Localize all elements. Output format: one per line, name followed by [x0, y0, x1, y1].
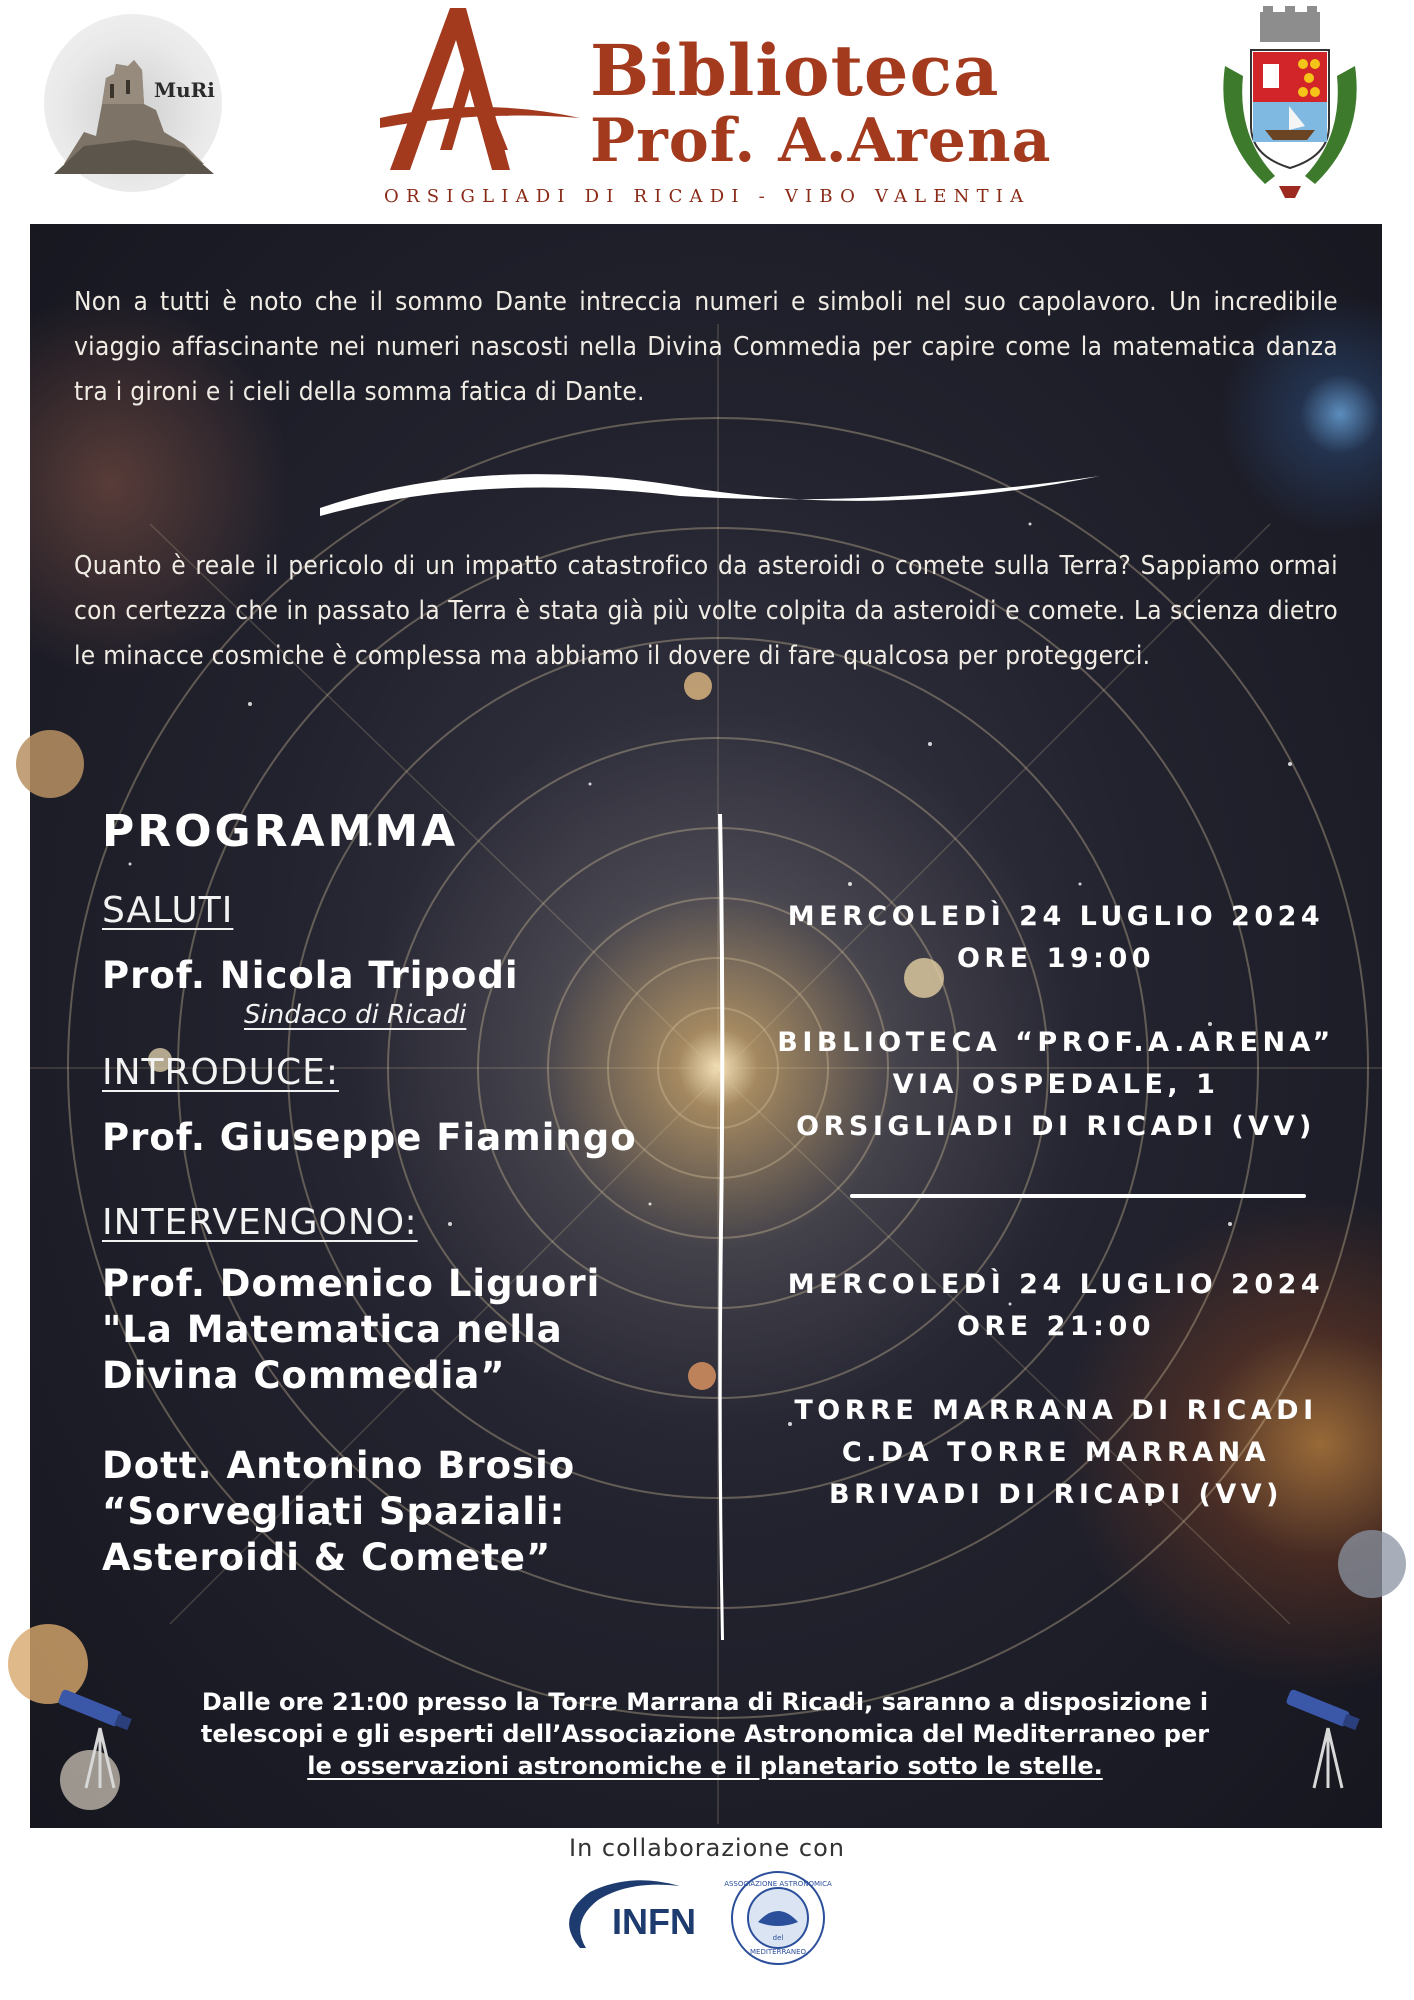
decorative-swoosh: [320, 464, 1100, 524]
infn-logo-icon: [560, 1878, 720, 1958]
event1-venue-line3: ORSIGLIADI DI RICADI (VV): [796, 1111, 1316, 1142]
observation-note: [140, 1686, 1270, 1782]
muri-logo-text: MuRi: [154, 78, 215, 102]
poster-header: [0, 0, 1414, 225]
observation-note-line3: le osservazioni astronomiche e il planetario sotto le stelle.: [307, 1752, 1103, 1780]
observation-note-line2: telescopi e gli esperti dell’Associazione Astronomica del Mediterraneo per: [200, 1720, 1210, 1748]
speaker2-talk-line2: Asteroidi & Comete”: [102, 1536, 552, 1579]
astronomical-association-logo: [724, 1870, 832, 1966]
intro-paragraph-dante: Non a tutti è noto che il sommo Dante intreccia numeri e simboli nel suo capolavoro. Un incredibile viaggio affascinante nei numeri nascosti nella Divina Commedia per capire come la matematica danza tra i gironi e i cieli della somma fatica di Dante.: [74, 287, 1338, 407]
castle-ruin-icon: [44, 14, 222, 192]
collaboration-label: In collaborazione con: [569, 1834, 845, 1862]
library-aa-monogram-icon: [380, 0, 580, 180]
telescope-icon: [54, 1692, 144, 1792]
event1-date: MERCOLEDÌ 24 LUGLIO 2024: [787, 901, 1325, 932]
event1-venue-line2: VIA OSPEDALE, 1: [892, 1069, 1220, 1100]
muri-logo: [44, 14, 222, 192]
astronomical-association-seal-icon: [724, 1870, 832, 1966]
observation-note-line1: Dalle ore 21:00 presso la Torre Marrana di Ricadi, saranno a disposizione i: [201, 1688, 1209, 1716]
event2-venue-line3: BRIVADI DI RICADI (VV): [829, 1479, 1283, 1510]
library-location: ORSIGLIADI DI RICADI - VIBO VALENTIA: [384, 186, 1031, 207]
programma-title: PROGRAMMA: [102, 806, 459, 857]
intro-paragraph-asteroids: Quanto è reale il pericolo di un impatto catastrofico da asteroidi o comete sulla Terra? Sappiamo ormai con certezza che in passato la Terra è stata già più volte colpita da asteroidi e comete. La scienza dietro le minacce cosmiche è complessa ma abbiamo il dovere di fare qualcosa per proteggerci.: [74, 551, 1338, 671]
event2-time: ORE 21:00: [956, 1311, 1156, 1342]
event1-venue-line1: BIBLIOTECA “PROF.A.ARENA”: [777, 1027, 1335, 1058]
library-title-line2: Prof. A.Arena: [590, 106, 1052, 176]
saluti-role: Sindaco di Ricadi: [244, 1000, 467, 1030]
event2-date: MERCOLEDÌ 24 LUGLIO 2024: [787, 1269, 1325, 1300]
saluti-label: SALUTI: [102, 890, 234, 931]
aam-logo-top-text: ASSOCIAZIONE ASTRONOMICA: [724, 1880, 832, 1888]
speaker1-name: Prof. Domenico Liguori: [102, 1262, 601, 1305]
introduce-label: INTRODUCE:: [102, 1052, 339, 1093]
infn-logo: [560, 1878, 720, 1958]
events-separator: [850, 1194, 1306, 1198]
speaker2-name: Dott. Antonino Brosio: [102, 1444, 576, 1487]
event2-venue-line2: C.DA TORRE MARRANA: [841, 1437, 1271, 1468]
event-poster: [30, 224, 1382, 1828]
library-title-line1: Biblioteca: [590, 29, 1000, 112]
event2-venue-line1: TORRE MARRANA DI RICADI: [794, 1395, 1318, 1426]
programma-column: [102, 806, 702, 1579]
intervengono-label: INTERVENGONO:: [102, 1202, 418, 1243]
speaker2-talk-line1: “Sorvegliati Spaziali:: [102, 1490, 566, 1533]
vertical-brush-divider: [716, 814, 730, 1640]
municipal-coat-of-arms-icon: [1215, 6, 1365, 206]
aam-logo-mid-text: del: [772, 1934, 784, 1942]
library-title: [590, 29, 1052, 176]
aam-logo-bottom-text: MEDITERRANEO: [749, 1948, 807, 1956]
saluti-speaker: Prof. Nicola Tripodi: [102, 954, 519, 997]
event1-time: ORE 19:00: [956, 943, 1156, 974]
speaker1-talk-line2: Divina Commedia”: [102, 1354, 506, 1397]
speaker1-talk-line1: "La Matematica nella: [102, 1308, 563, 1351]
telescope-icon: [1282, 1692, 1372, 1792]
infn-logo-text: INFN: [612, 1901, 696, 1942]
introduce-speaker: Prof. Giuseppe Fiamingo: [102, 1116, 637, 1159]
